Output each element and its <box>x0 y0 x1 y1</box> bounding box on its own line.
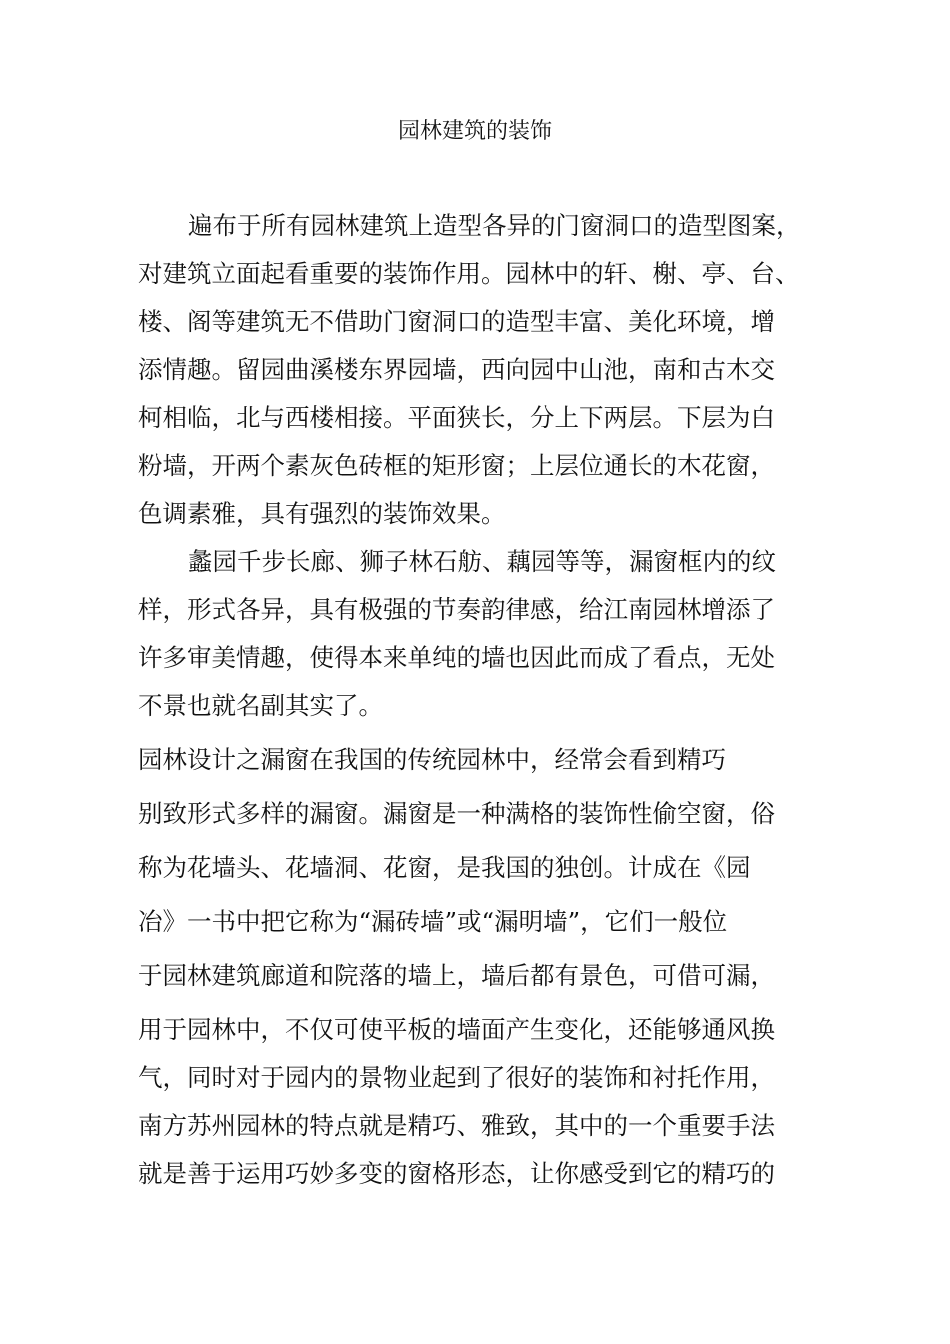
paragraph-3-line-4: 冶》一书中把它称为“漏砖墙”或“漏明墙”，它们一般位 <box>138 907 728 936</box>
paragraph-1-line-1: 遍布于所有园林建筑上造型各异的门窗洞口的造型图案， <box>188 211 801 240</box>
paragraph-3-line-5: 于园林建筑廊道和院落的墙上，墙后都有景色，可借可漏， <box>138 961 775 990</box>
paragraph-1-line-4: 添情趣。留园曲溪楼东界园墙，西向园中山池，南和古木交 <box>138 355 775 384</box>
paragraph-2-line-2: 样，形式各异，具有极强的节奏韵律感，给江南园林增添了 <box>138 595 775 624</box>
paragraph-3-line-9: 就是善于运用巧妙多变的窗格形态，让你感受到它的精巧的 <box>138 1159 775 1188</box>
paragraph-3-line-7: 气，同时对于园内的景物业起到了很好的装饰和衬托作用， <box>138 1063 775 1092</box>
paragraph-1-line-5: 柯相临，北与西楼相接。平面狭长，分上下两层。下层为白 <box>138 403 775 432</box>
paragraph-3-line-3: 称为花墙头、花墙洞、花窗，是我国的独创。计成在《园 <box>138 853 751 882</box>
paragraph-3-line-8: 南方苏州园林的特点就是精巧、雅致，其中的一个重要手法 <box>138 1111 775 1140</box>
paragraph-1-line-3: 楼、阁等建筑无不借助门窗洞口的造型丰富、美化环境，增 <box>138 307 775 336</box>
document-title: 园林建筑的装饰 <box>397 119 552 144</box>
paragraph-2-line-4: 不景也就名副其实了。 <box>138 691 383 720</box>
paragraph-3-line-1: 园林设计之漏窗在我国的传统园林中，经常会看到精巧 <box>138 745 726 774</box>
paragraph-2-line-3: 许多审美情趣，使得本来单纯的墙也因此而成了看点，无处 <box>138 643 775 672</box>
paragraph-1-line-6: 粉墙，开两个素灰色砖框的矩形窗；上层位通长的木花窗， <box>138 451 775 480</box>
paragraph-2-line-1: 蠡园千步长廊、狮子林石舫、藕园等等，漏窗框内的纹 <box>188 547 776 576</box>
paragraph-1-line-2: 对建筑立面起看重要的装饰作用。园林中的轩、榭、亭、台、 <box>138 259 800 288</box>
paragraph-1-line-7: 色调素雅，具有强烈的装饰效果。 <box>138 499 506 528</box>
paragraph-3-line-2: 别致形式多样的漏窗。漏窗是一种满格的装饰性偷空窗，俗 <box>138 799 775 828</box>
paragraph-3-line-6: 用于园林中，不仅可使平板的墙面产生变化，还能够通风换 <box>138 1015 775 1044</box>
